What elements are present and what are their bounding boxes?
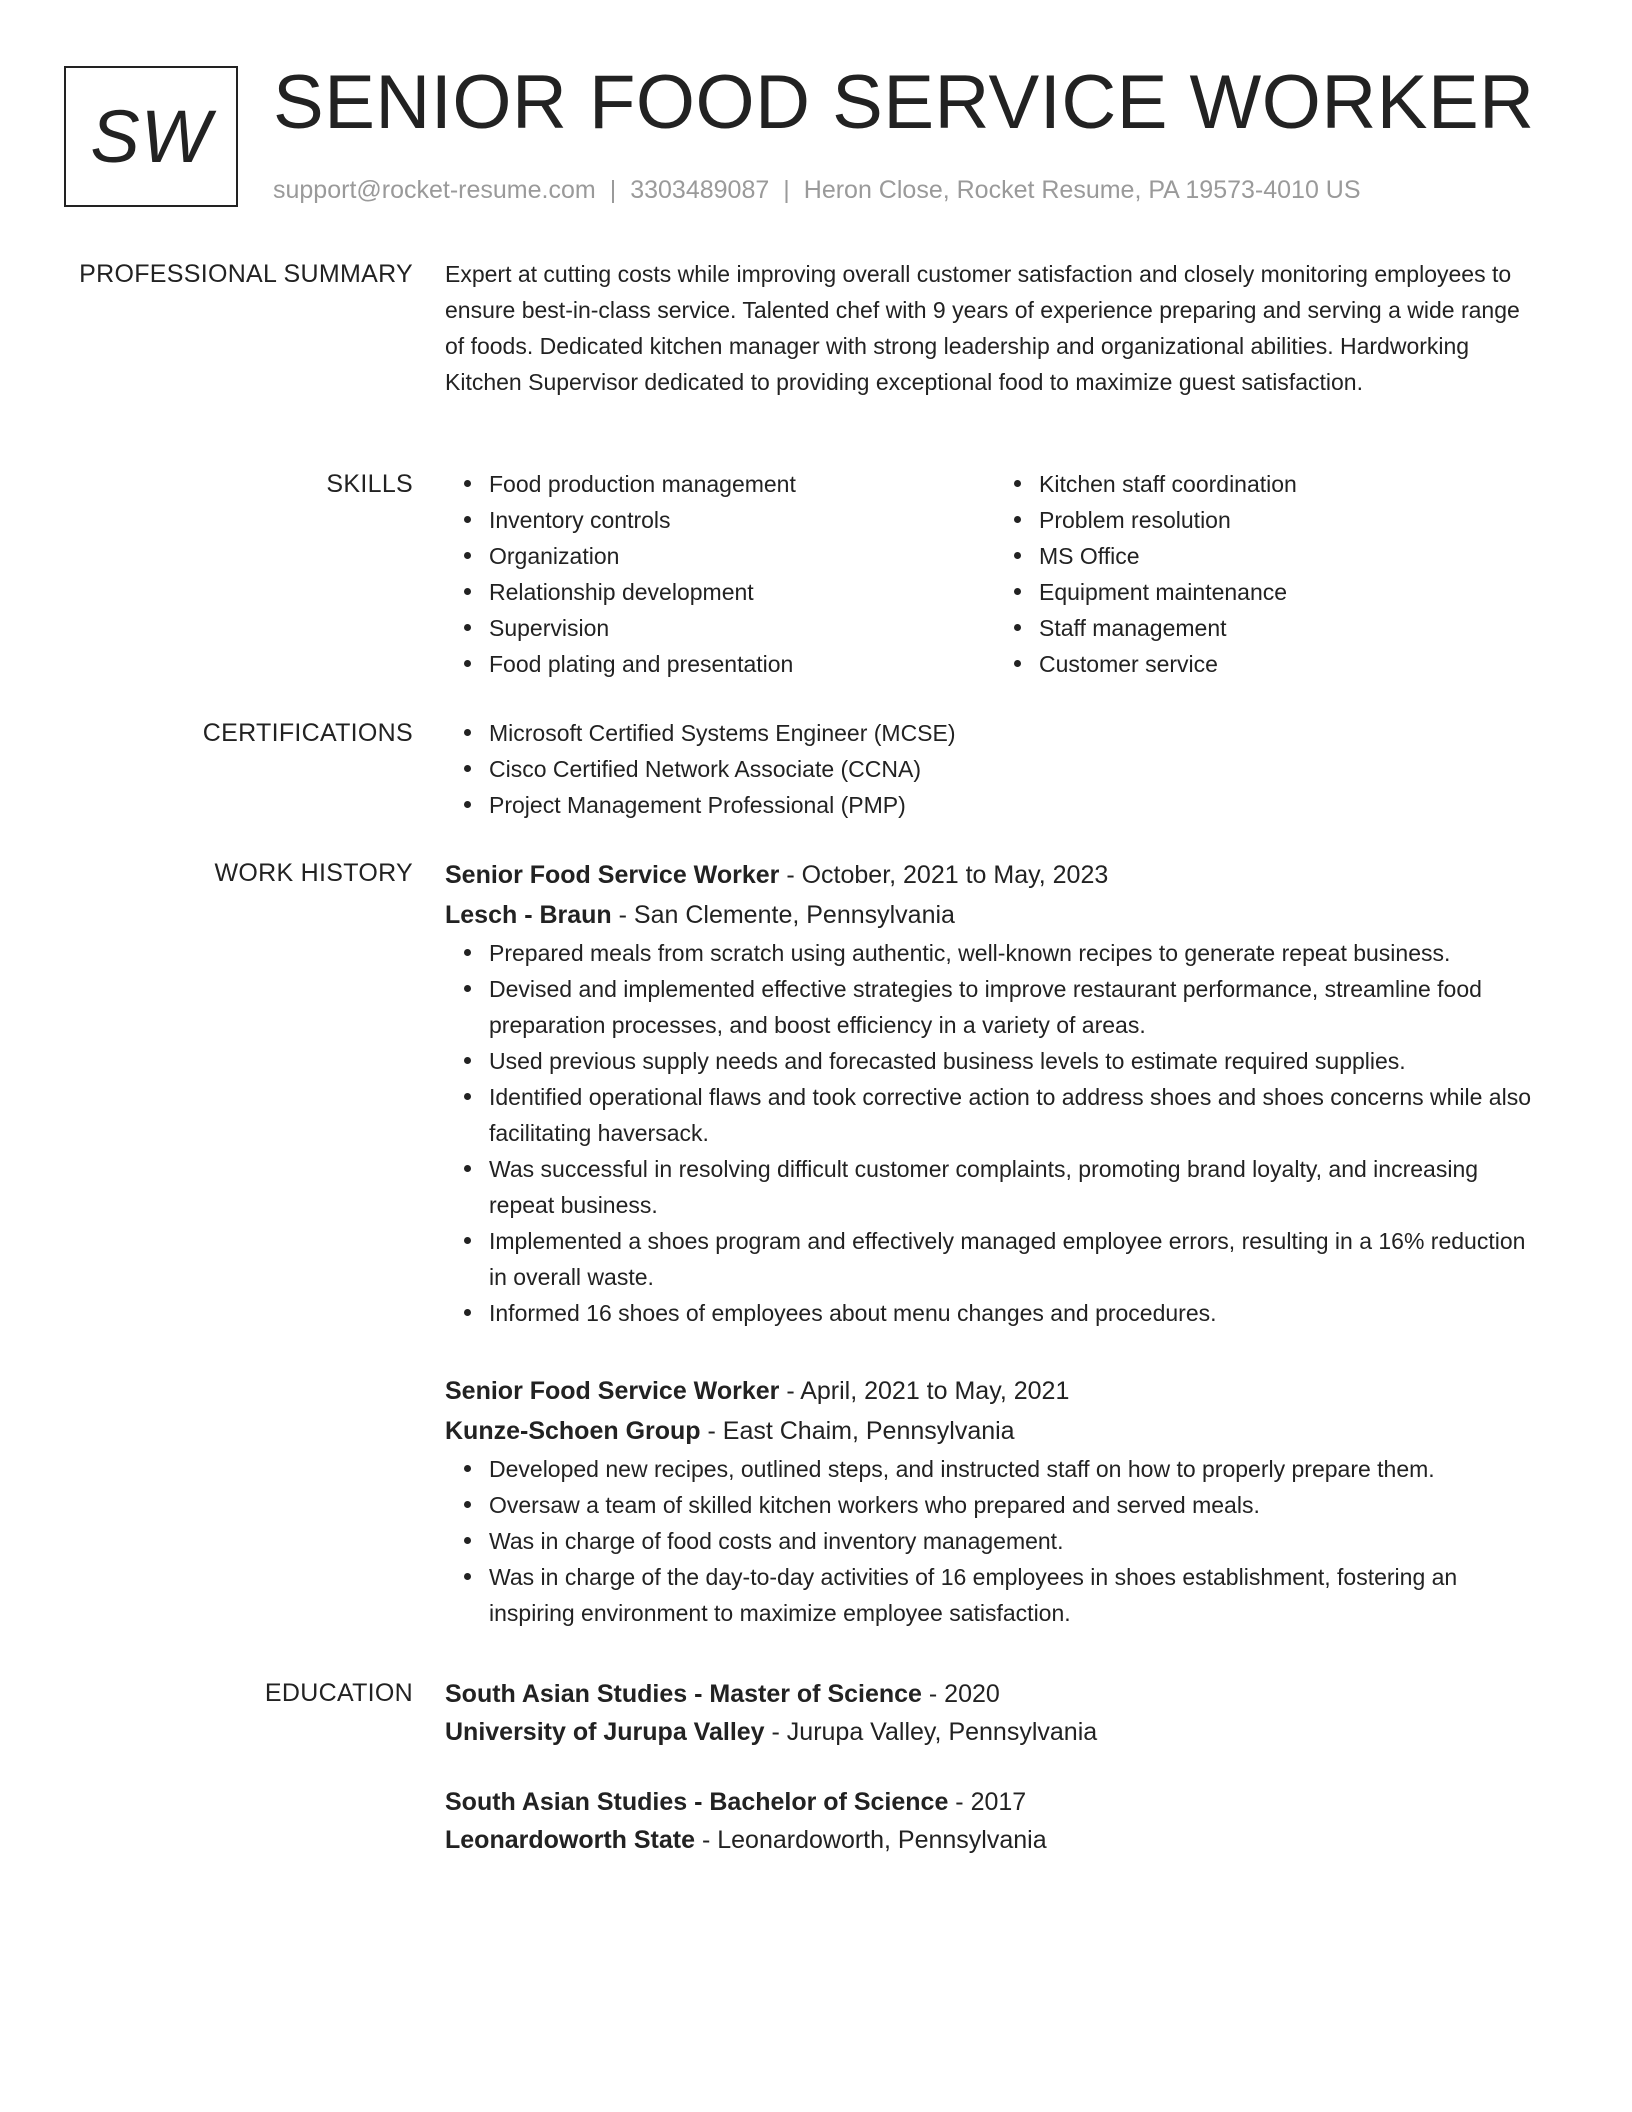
resume-title: SENIOR FOOD SERVICE WORKER: [273, 60, 1535, 145]
job-bullet: Identified operational flaws and took corrective action to address shoes and shoes concerns while also facilitating haversack.: [489, 1079, 1545, 1151]
job-bullets: [445, 1451, 1545, 1631]
certification-item: Microsoft Certified Systems Engineer (MCSE): [489, 715, 1545, 751]
job-role: Senior Food Service Worker: [445, 1377, 780, 1405]
skill-item: Problem resolution: [1039, 502, 1545, 538]
job-company: Lesch - Braun: [445, 901, 612, 929]
certification-item: Cisco Certified Network Associate (CCNA): [489, 751, 1545, 787]
monogram-box: [64, 66, 238, 207]
job-title-line: [445, 855, 1545, 895]
section-title-certifications: CERTIFICATIONS: [202, 719, 413, 747]
education-degree-line: [445, 1675, 1545, 1713]
section-title-work-history: WORK HISTORY: [214, 859, 413, 887]
summary-text: Expert at cutting costs while improving overall customer satisfaction and closely monitoring employees to ensure best-in-class service. Talented chef with 9 years of experience preparing and serving a wide range of foods. Dedicated kitchen manager with strong leadership and organizational abilities. Hardworking Kitchen Supervisor dedicated to providing exceptional food to maximize guest satisfaction.: [445, 261, 1520, 395]
contact-separator: |: [609, 176, 617, 204]
section-title-summary: PROFESSIONAL SUMMARY: [79, 260, 413, 288]
skill-item: MS Office: [1039, 538, 1545, 574]
job-bullet: Used previous supply needs and forecasted business levels to estimate required supplies.: [489, 1043, 1545, 1079]
education-body: [445, 1675, 1545, 1891]
certification-item: Project Management Professional (PMP): [489, 787, 1545, 823]
job-title-line: [445, 1371, 1545, 1411]
skill-item: Relationship development: [489, 574, 995, 610]
job-bullet: Oversaw a team of skilled kitchen workers who prepared and served meals.: [489, 1487, 1545, 1523]
contact-address: Heron Close, Rocket Resume, PA 19573-4010 US: [803, 176, 1361, 204]
education-degree: South Asian Studies - Bachelor of Science: [445, 1788, 949, 1816]
contact-separator: |: [783, 176, 790, 204]
education-location: - Jurupa Valley, Pennsylvania: [764, 1718, 1098, 1746]
skill-item: Customer service: [1039, 646, 1545, 682]
skill-item: Food plating and presentation: [489, 646, 995, 682]
job-location: - East Chaim, Pennsylvania: [700, 1417, 1015, 1445]
education-year: - 2020: [921, 1680, 1000, 1708]
education-school-line: [445, 1821, 1545, 1859]
job-company: Kunze-Schoen Group: [445, 1417, 701, 1445]
job-entry: [445, 1371, 1545, 1631]
skill-item: Organization: [489, 538, 995, 574]
job-dates: - April, 2021 to May, 2021: [779, 1377, 1070, 1405]
education-school: Leonardoworth State: [445, 1826, 696, 1854]
job-entry: [445, 855, 1545, 1331]
work-history-body: [445, 855, 1545, 1671]
education-school-line: [445, 1713, 1545, 1751]
job-role: Senior Food Service Worker: [445, 861, 780, 889]
job-location: - San Clemente, Pennsylvania: [611, 901, 955, 929]
contact-phone: 3303489087: [630, 176, 770, 204]
job-bullets: [445, 935, 1545, 1331]
education-entry: [445, 1783, 1545, 1859]
contact-email: support@rocket-resume.com: [273, 176, 596, 204]
job-bullet: Devised and implemented effective strategies to improve restaurant performance, streamline food preparation processes, and boost efficiency in a variety of areas.: [489, 971, 1545, 1043]
job-company-line: [445, 1411, 1545, 1451]
skill-item: Equipment maintenance: [1039, 574, 1545, 610]
job-bullet: Implemented a shoes program and effectively managed employee errors, resulting in a 16% reduction in overall waste.: [489, 1223, 1545, 1295]
education-degree: South Asian Studies - Master of Science: [445, 1680, 922, 1708]
skill-item: Supervision: [489, 610, 995, 646]
skills-list-right: [995, 466, 1545, 682]
job-dates: - October, 2021 to May, 2023: [779, 861, 1109, 889]
skills-list-left: [445, 466, 995, 682]
skill-item: Inventory controls: [489, 502, 995, 538]
section-title-skills: SKILLS: [326, 470, 413, 498]
certifications-body: [445, 715, 1545, 823]
education-school: University of Jurupa Valley: [445, 1718, 765, 1746]
job-bullet: Developed new recipes, outlined steps, and instructed staff on how to properly prepare them.: [489, 1451, 1545, 1487]
education-degree-line: [445, 1783, 1545, 1821]
education-year: - 2017: [948, 1788, 1027, 1816]
section-title-education: EDUCATION: [264, 1679, 413, 1707]
monogram-initials: SW: [90, 95, 212, 178]
skill-item: Kitchen staff coordination: [1039, 466, 1545, 502]
job-bullet: Was in charge of food costs and inventory management.: [489, 1523, 1545, 1559]
skills-body: [445, 466, 1545, 682]
skill-item: Staff management: [1039, 610, 1545, 646]
education-entry: [445, 1675, 1545, 1751]
summary-body: [445, 256, 1545, 400]
job-bullet: Was in charge of the day-to-day activities of 16 employees in shoes establishment, fostering an inspiring environment to maximize employee satisfaction.: [489, 1559, 1545, 1631]
job-company-line: [445, 895, 1545, 935]
contact-line: [273, 173, 1361, 207]
job-bullet: Was successful in resolving difficult customer complaints, promoting brand loyalty, and increasing repeat business.: [489, 1151, 1545, 1223]
certifications-list: [445, 715, 1545, 823]
skill-item: Food production management: [489, 466, 995, 502]
job-bullet: Informed 16 shoes of employees about menu changes and procedures.: [489, 1295, 1545, 1331]
job-bullet: Prepared meals from scratch using authentic, well-known recipes to generate repeat business.: [489, 935, 1545, 971]
education-location: - Leonardoworth, Pennsylvania: [695, 1826, 1047, 1854]
